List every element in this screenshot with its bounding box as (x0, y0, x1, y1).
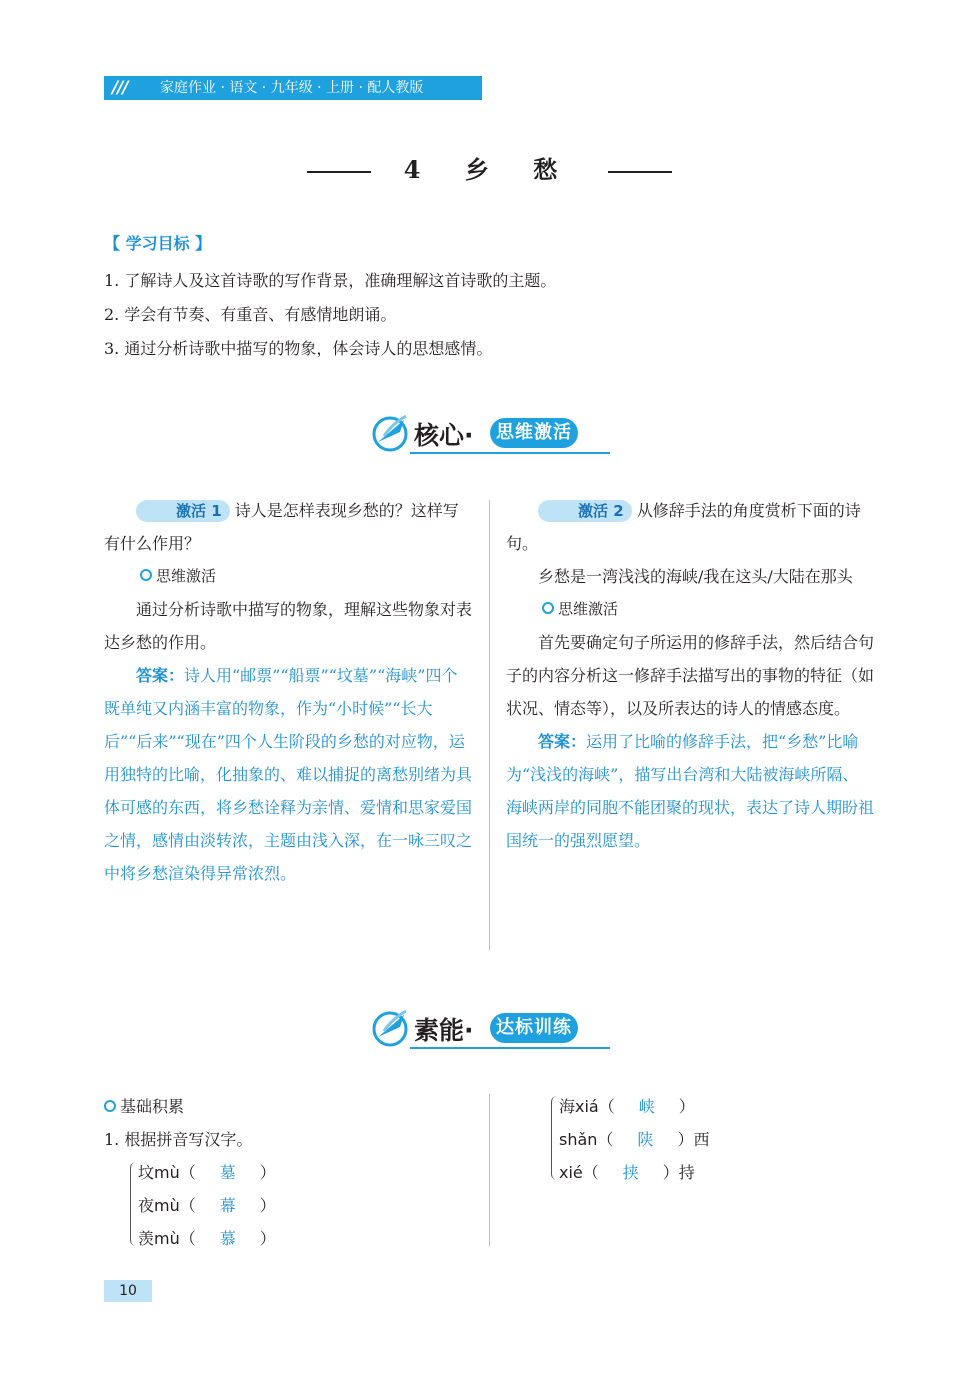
section-banner-core (370, 410, 610, 460)
exercise-question: 1. 根据拼音写汉字。 (104, 1130, 253, 1149)
pinyin-item: 坟mù（ 墓 ） (138, 1160, 276, 1183)
activation1-answer-label: 答案： (136, 666, 185, 685)
pinyin-item: 夜mù（ 幕 ） (138, 1193, 276, 1216)
banner-main-text: 核心· (414, 421, 474, 450)
activation2-question-para (506, 494, 874, 560)
objective-item: 3. 通过分析诗歌中描写的物象，体会诗人的思想感情。 (104, 339, 493, 358)
activation2-answer: 运用了比喻的修辞手法，把“乡愁”比喻为“浅浅的海峡”，描写出台湾和大陆被海峡所隔、海峡两岸的同胞不能团聚的现状，表达了诗人期盼祖国统一的强烈愿望。 (506, 732, 875, 850)
objectives-label: 【 学习目标 】 (104, 234, 212, 253)
column-divider (489, 1094, 490, 1246)
exercise-sub-label: 基础积累 (104, 1094, 184, 1117)
activation1-column (104, 494, 472, 890)
answer-fill: 幕 (219, 1196, 236, 1215)
objective-item: 1. 了解诗人及这首诗歌的写作背景，准确理解这首诗歌的主题。 (104, 271, 557, 290)
banner-underline (410, 452, 610, 454)
pinyin-item: xié（ 挟 ）持 (559, 1160, 695, 1183)
activation1-answer-para (104, 659, 472, 890)
activation1-question: 诗人是怎样表现乡愁的？这样写有什么作用？ (104, 501, 459, 553)
activation1-answer: 诗人用“邮票”“船票”“坟墓”“海峡”四个既单纯又内涵丰富的物象，作为“小时候”“长大后”“后来”“现在”四个人生阶段的乡愁的对应物，运用独特的比喻，化抽象的、难以捕捉的离愁别绪为具体可感的东西，将乡愁诠释为亲情、爱情和思家爱国之情，感情由淡转浓，主题由浅入深，在一咏三叹之中将乡愁渲染得异常浓烈。 (104, 666, 473, 883)
activation1-sub-label: 思维激活 (104, 560, 472, 593)
activation2-answer-para (506, 725, 874, 857)
activation2-poem: 乡愁是一湾浅浅的海峡/我在这头/大陆在那头 (538, 567, 853, 586)
activation1-tag: 激活 1 (136, 500, 230, 522)
pinyin-item: shǎn（ 陕 ）西 (559, 1127, 709, 1150)
header-slashes: /// (112, 78, 128, 98)
answer-fill: 陕 (637, 1130, 654, 1149)
ring-bullet-icon (542, 602, 554, 614)
answer-fill: 峡 (638, 1097, 655, 1116)
activation2-tag: 激活 2 (538, 500, 632, 522)
banner-underline (410, 1047, 610, 1049)
banner-pill: 思维激活 (490, 418, 578, 448)
lesson-name: 乡 愁 (464, 155, 576, 184)
answer-fill: 挟 (622, 1163, 639, 1182)
pen-logo-icon (370, 1005, 414, 1049)
activation2-sub-label: 思维激活 (506, 593, 874, 626)
ring-bullet-icon (140, 569, 152, 581)
pinyin-item: 羡mù（ 慕 ） (138, 1226, 276, 1249)
pen-logo-icon (370, 410, 414, 454)
ring-bullet-icon (104, 1100, 116, 1112)
header-text: 家庭作业 · 语文 · 九年级 · 上册 · 配人教版 (160, 80, 424, 96)
pinyin-item: 海xiá（ 峡 ） (559, 1094, 695, 1117)
activation1-question-para (104, 494, 472, 560)
title-line-left (307, 171, 371, 173)
activation2-column (506, 494, 874, 857)
page-number: 10 (104, 1280, 152, 1302)
section-banner-skill (370, 1005, 610, 1055)
banner-main-text: 素能· (414, 1016, 474, 1045)
answer-fill: 墓 (219, 1163, 236, 1182)
answer-fill: 慕 (219, 1229, 236, 1248)
objective-item: 2. 学会有节奏、有重音、有感情地朗诵。 (104, 305, 397, 324)
activation2-answer-label: 答案： (538, 732, 587, 751)
column-divider (489, 500, 490, 950)
activation2-question: 从修辞手法的角度赏析下面的诗句。 (506, 501, 861, 553)
header-band (104, 76, 482, 100)
banner-pill: 达标训练 (490, 1013, 578, 1043)
lesson-number: 4 (403, 155, 439, 184)
activation1-hint: 通过分析诗歌中描写的物象，理解这些物象对表达乡愁的作用。 (104, 600, 473, 652)
title-line-right (608, 171, 672, 173)
activation2-hint: 首先要确定句子所运用的修辞手法，然后结合句子的内容分析这一修辞手法描写出的事物的特征（如状况、情态等），以及所表达的诗人的情感态度。 (506, 633, 875, 718)
lesson-title (0, 150, 979, 185)
